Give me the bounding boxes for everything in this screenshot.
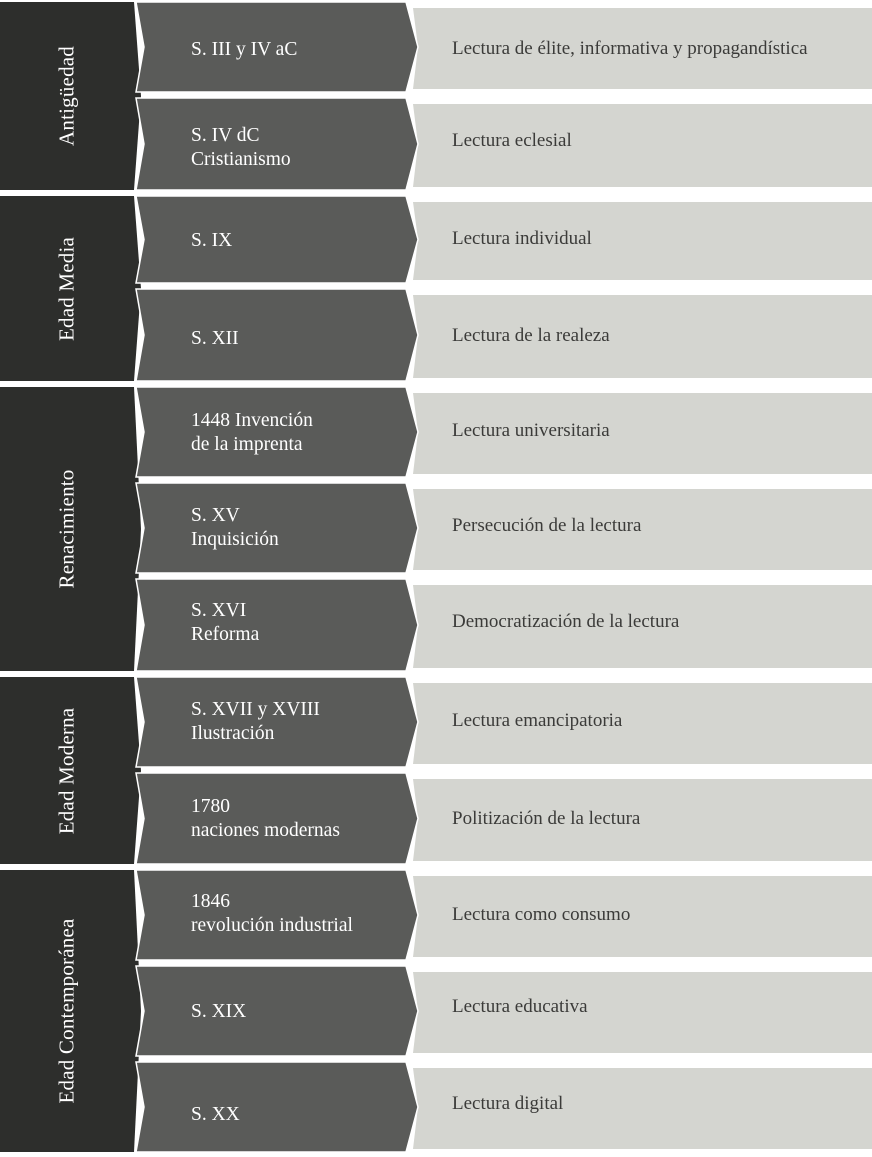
date-label [191,504,406,552]
date-label-line: S. XIX [191,1001,247,1022]
date-label [191,1103,406,1127]
date-label-line: S. XVII y XVIII [191,699,320,720]
date-label-line: Cristianismo [191,149,291,170]
era-label: Antigüedad [54,46,79,146]
date-label-line: S. IV dC [191,125,260,146]
reading-label: Lectura individual [452,228,592,249]
date-label-line: revolución industrial [191,915,353,936]
date-label [191,890,406,938]
date-label [191,795,406,843]
era-label: Edad Media [54,236,79,341]
reading-label: Lectura universitaria [452,420,610,441]
reading-label: Lectura emancipatoria [452,710,623,731]
date-label-line: S. XVI [191,600,247,621]
reading-label: Democratización de la lectura [452,611,680,632]
era-label: Renacimiento [54,469,79,589]
reading-label: Lectura eclesial [452,130,572,151]
reading-label: Persecución de la lectura [452,515,642,536]
date-label-line: S. XX [191,1104,240,1125]
date-label-line: S. XII [191,328,239,349]
date-label-line: 1846 [191,891,230,912]
reading-label: Lectura de élite, informativa y propagandística [452,38,808,59]
date-label [191,327,406,351]
date-label [191,38,406,62]
era-label: Edad Moderna [54,707,79,834]
era-label: Edad Contemporánea [54,918,79,1104]
reading-label: Politización de la lectura [452,808,641,829]
date-label-line: Reforma [191,624,260,645]
reading-label: Lectura como consumo [452,904,631,925]
date-label-line: 1780 [191,796,230,817]
date-label [191,229,406,253]
date-label-line: S. IX [191,230,233,251]
date-label [191,124,406,172]
date-label-line: de la imprenta [191,434,303,455]
date-label [191,599,406,647]
date-label-line: Inquisición [191,529,279,550]
date-label [191,698,406,746]
date-label-line: S. XV [191,505,240,526]
reading-label: Lectura digital [452,1093,564,1114]
date-label-line: naciones modernas [191,820,340,841]
date-label [191,1000,406,1024]
date-label-line: S. III y IV aC [191,39,298,60]
date-label [191,409,406,457]
reading-label: Lectura de la realeza [452,325,610,346]
reading-label: Lectura educativa [452,996,588,1017]
date-label-line: Ilustración [191,723,275,744]
date-label-line: 1448 Invención [191,410,313,431]
